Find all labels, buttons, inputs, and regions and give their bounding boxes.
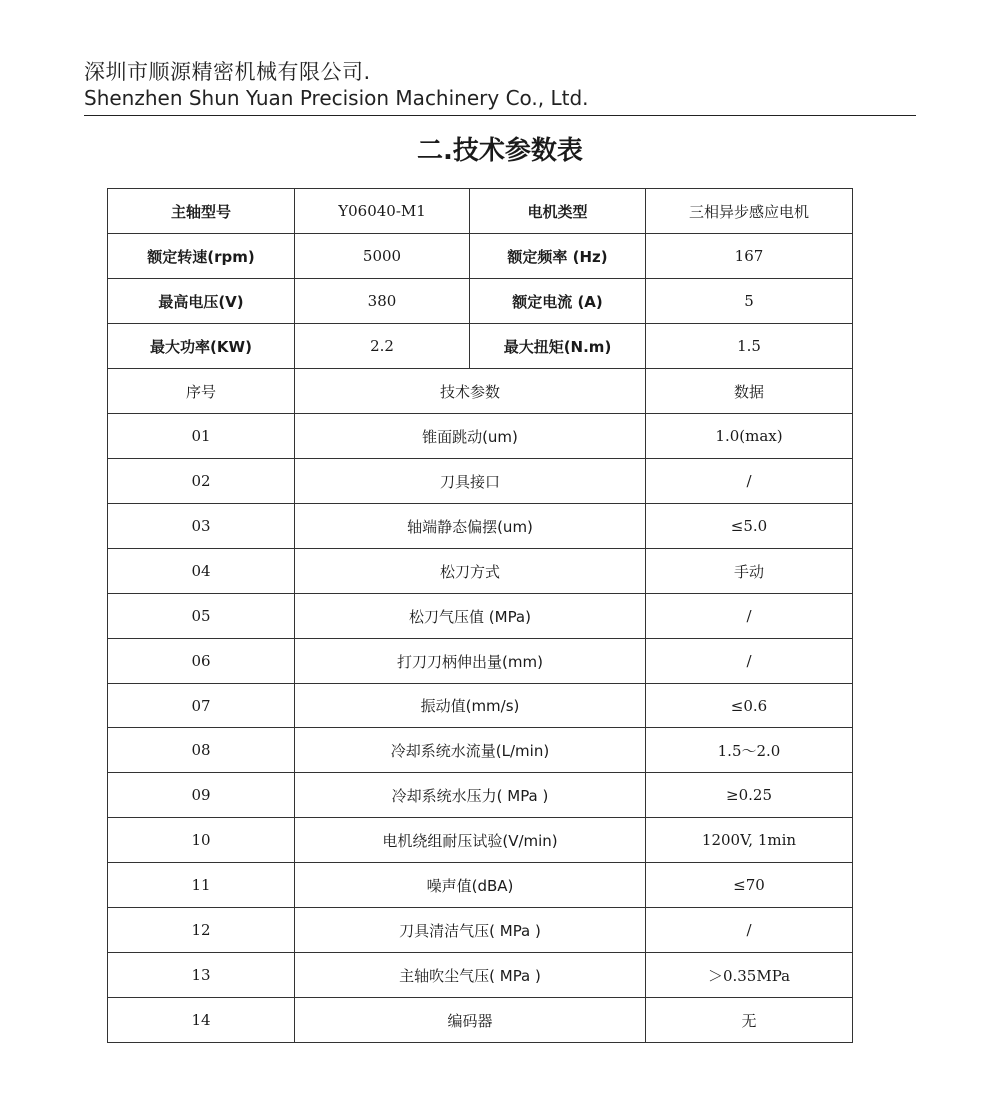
spec-label: 主轴型号 <box>108 189 295 234</box>
table-row <box>108 953 853 998</box>
spec-value: Y06040-M1 <box>295 189 470 234</box>
param-name: 电机绕组耐压试验(V/min) <box>295 818 646 863</box>
param-index: 06 <box>108 639 295 684</box>
param-value: ≤0.6 <box>646 684 853 728</box>
spec-label: 额定电流 (A) <box>470 279 646 324</box>
column-header-param: 技术参数 <box>295 369 646 414</box>
table-row <box>108 324 853 369</box>
table-row <box>108 639 853 684</box>
table-row <box>108 459 853 504</box>
table-row <box>108 818 853 863</box>
spec-label: 最大功率(KW) <box>108 324 295 369</box>
header-divider <box>84 115 916 116</box>
spec-value: 1.5 <box>646 324 853 369</box>
param-value: 1.0(max) <box>646 414 853 459</box>
param-value: 手动 <box>646 549 853 594</box>
page-title: 二.技术参数表 <box>417 136 583 166</box>
company-name-english: Shenzhen Shun Yuan Precision Machinery Co., Ltd. <box>84 86 589 110</box>
table-row <box>108 279 853 324</box>
param-value: ≤70 <box>646 863 853 908</box>
param-value: ≤5.0 <box>646 504 853 549</box>
param-index: 11 <box>108 863 295 908</box>
spec-value: 2.2 <box>295 324 470 369</box>
param-name: 刀具清洁气压( MPa ) <box>295 908 646 953</box>
table-row <box>108 908 853 953</box>
spec-table <box>107 188 853 1043</box>
param-name: 锥面跳动(um) <box>295 414 646 459</box>
param-index: 05 <box>108 594 295 639</box>
param-name: 编码器 <box>295 998 646 1043</box>
param-value: 1.5～2.0 <box>646 728 853 773</box>
param-value: / <box>646 459 853 504</box>
spec-label: 额定转速(rpm) <box>108 234 295 279</box>
table-row <box>108 189 853 234</box>
company-name-chinese: 深圳市顺源精密机械有限公司. <box>84 60 371 84</box>
table-row <box>108 773 853 818</box>
param-index: 07 <box>108 684 295 728</box>
param-name: 松刀气压值 (MPa) <box>295 594 646 639</box>
param-header-row <box>108 369 853 414</box>
spec-label: 电机类型 <box>470 189 646 234</box>
param-value: / <box>646 639 853 684</box>
param-value: ＞0.35MPa <box>646 953 853 998</box>
spec-label: 额定频率 (Hz) <box>470 234 646 279</box>
param-name: 噪声值(dBA) <box>295 863 646 908</box>
param-index: 09 <box>108 773 295 818</box>
param-value: 无 <box>646 998 853 1043</box>
param-name: 打刀刀柄伸出量(mm) <box>295 639 646 684</box>
spec-label: 最大扭矩(N.m) <box>470 324 646 369</box>
param-name: 刀具接口 <box>295 459 646 504</box>
table-row <box>108 549 853 594</box>
param-value: ≥0.25 <box>646 773 853 818</box>
param-name: 冷却系统水压力( MPa ) <box>295 773 646 818</box>
param-index: 01 <box>108 414 295 459</box>
spec-value: 5 <box>646 279 853 324</box>
param-value: 1200V, 1min <box>646 818 853 863</box>
table-row <box>108 594 853 639</box>
param-index: 03 <box>108 504 295 549</box>
param-name: 冷却系统水流量(L/min) <box>295 728 646 773</box>
param-index: 14 <box>108 998 295 1043</box>
column-header-index: 序号 <box>108 369 295 414</box>
table-row <box>108 234 853 279</box>
param-index: 13 <box>108 953 295 998</box>
param-index: 08 <box>108 728 295 773</box>
spec-value: 380 <box>295 279 470 324</box>
param-name: 主轴吹尘气压( MPa ) <box>295 953 646 998</box>
table-row <box>108 728 853 773</box>
spec-value: 5000 <box>295 234 470 279</box>
param-value: / <box>646 594 853 639</box>
spec-label: 最高电压(V) <box>108 279 295 324</box>
table-row <box>108 998 853 1043</box>
param-value: / <box>646 908 853 953</box>
param-name: 轴端静态偏摆(um) <box>295 504 646 549</box>
param-index: 02 <box>108 459 295 504</box>
table-row <box>108 684 853 728</box>
param-name: 振动值(mm/s) <box>295 684 646 728</box>
table-row <box>108 863 853 908</box>
table-row <box>108 504 853 549</box>
param-index: 10 <box>108 818 295 863</box>
param-index: 12 <box>108 908 295 953</box>
table-row <box>108 414 853 459</box>
spec-value: 167 <box>646 234 853 279</box>
spec-value: 三相异步感应电机 <box>646 189 853 234</box>
param-index: 04 <box>108 549 295 594</box>
param-name: 松刀方式 <box>295 549 646 594</box>
column-header-value: 数据 <box>646 369 853 414</box>
